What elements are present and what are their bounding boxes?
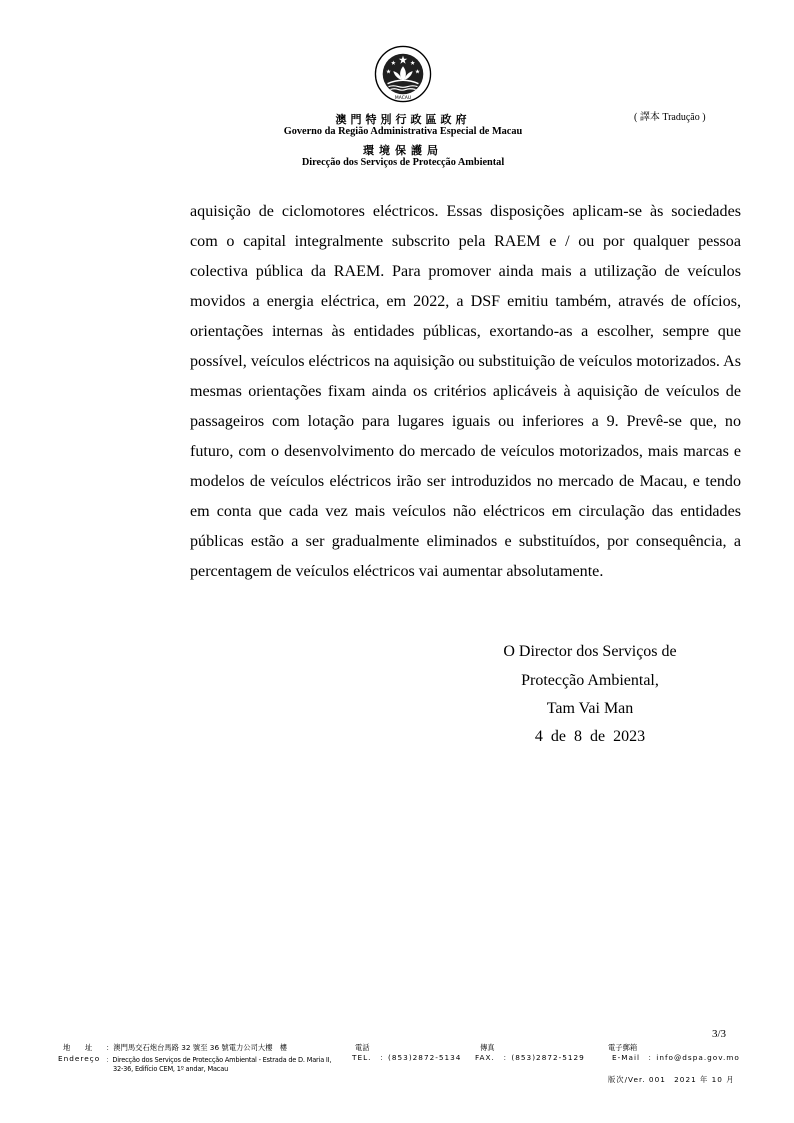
svg-text:MACAU: MACAU xyxy=(394,96,412,102)
footer-version: 版次/Ver. 001 2021 年 10 月 xyxy=(608,1075,735,1084)
department-name-pt: Direcção dos Serviços de Protecção Ambiental xyxy=(301,157,505,168)
footer-email: ：info@dspa.gov.mo xyxy=(648,1053,740,1062)
macau-emblem-logo xyxy=(374,45,432,103)
footer-tel: TEL. ：(853)2872-5134 xyxy=(352,1053,462,1062)
footer-address-zh: ：澳門馬交石炮台馬路 32 號至 36 號電力公司大樓 樓 xyxy=(106,1043,288,1052)
government-name-pt: Governo da Região Administrativa Especial de Macau xyxy=(283,126,523,137)
footer-tel-label-zh: 電話 xyxy=(355,1043,370,1052)
footer-fax: FAX. ：(853)2872-5129 xyxy=(475,1053,585,1062)
signature-date: 4 de 8 de 2023 xyxy=(534,728,646,745)
footer-address-pt-line2: 32-36, Edifício CEM, 1º andar, Macau xyxy=(113,1065,229,1073)
department-name-zh: 環境保護局 xyxy=(363,145,443,157)
translation-note: ( 譯本 Tradução ) xyxy=(634,112,706,123)
footer-email-label: E-Mail xyxy=(612,1053,641,1062)
footer-email-label-zh: 電子郵箱 xyxy=(608,1043,638,1052)
page-number: 3/3 xyxy=(712,1028,727,1040)
signatory-title-line2: Protecção Ambiental, xyxy=(521,672,659,689)
footer-address-label-zh: 地 址 xyxy=(63,1043,93,1052)
body-paragraph: aquisição de ciclomotores eléctricos. Essas disposições aplicam-se às sociedades com o capital integralmente subscrito pela RAEM e / ou por qualquer pessoa colectiva pública da RAEM. Para promover ainda mais a utilização de veículos movidos a energia eléctrica, em 2022, a DSF emitiu também, através de ofícios, orientações internas às entidades públicas, exortando-as a escolher, sempre que possível, veículos eléctricos na aquisição ou substituição de veículos motorizados. As mesmas orientações fixam ainda os critérios aplicáveis à aquisição de veículos de passageiros com lotação para lugares iguais ou inferiores a 9. Prevê-se que, no futuro, com o desenvolvimento do mercado de veículos motorizados, mais marcas e modelos de veículos eléctricos irão ser introduzidos no mercado de Macau, e tendo em conta que cada vez mais veículos não eléctricos em circulação das entidades públicas estão a ser gradualmente eliminados e substituídos, por consequência, a percentagem de veículos eléctricos vai aumentar absolutamente. xyxy=(190,203,741,580)
footer-fax-label-zh: 傳真 xyxy=(480,1043,495,1052)
signatory-name: Tam Vai Man xyxy=(546,700,634,717)
footer-address-label-pt: Endereço xyxy=(58,1054,101,1063)
signatory-title-line1: O Director dos Serviços de xyxy=(503,643,677,660)
footer-address-pt-line1: ：Direcção dos Serviços de Protecção Ambiental - Estrada de D. Maria II, xyxy=(106,1056,332,1064)
government-name-zh: 澳門特別行政區政府 xyxy=(335,114,471,126)
